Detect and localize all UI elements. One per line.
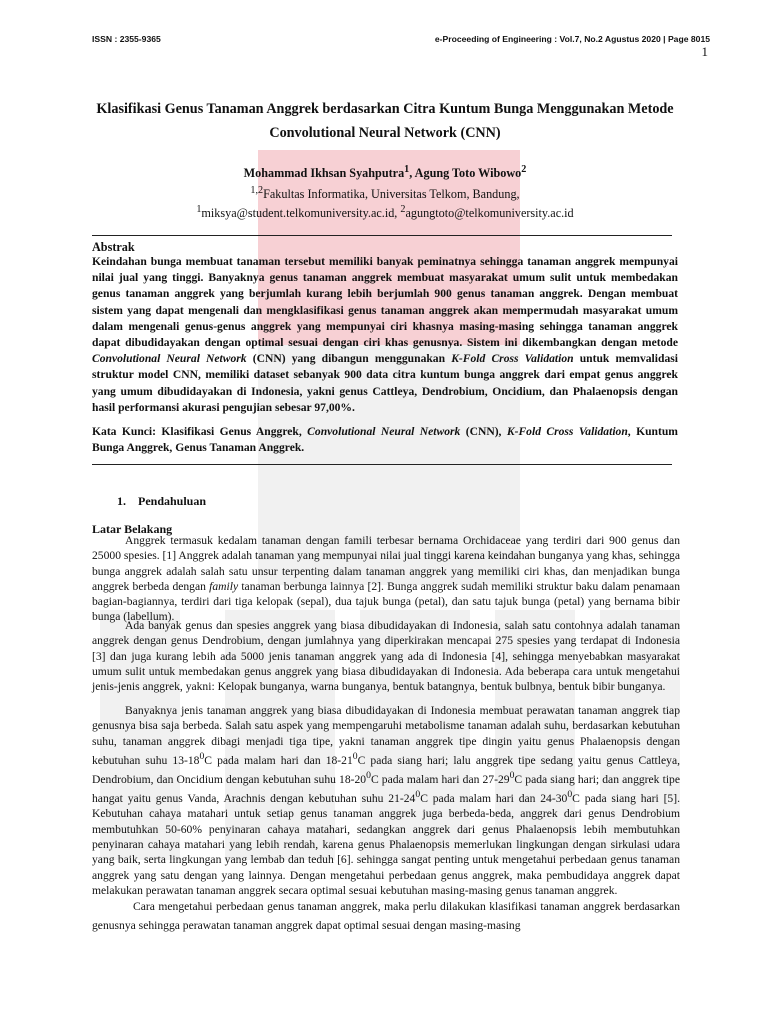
keywords-label: Kata Kunci: (92, 425, 162, 438)
paragraph-4 (92, 897, 680, 935)
paragraph-1 (92, 533, 680, 625)
author-superscript: 1 (404, 164, 410, 175)
abstract-term-cnn: Convolutional Neural Network (92, 352, 247, 366)
keywords (92, 424, 678, 456)
paragraph-text: Cara mengetahui perbedaan genus tanaman anggrek, maka perlu dilakukan klasifikasi tanaman anggrek berdasarkan genusnya sehingga perawatan tanaman anggrek dapat optimal sesuai dengan masing-masing (92, 900, 680, 932)
author-name: Mohammad Ikhsan Syahputra (243, 166, 405, 181)
email-link[interactable]: agungtoto@telkomuniversity.ac.id (405, 206, 574, 221)
journal-header: e-Proceeding of Engineering : Vol.7, No.2 Agustus 2020 | Page 8015 (434, 34, 710, 44)
subsection-heading: Latar Belakang (92, 522, 173, 536)
degree-superscript: 0 (509, 770, 515, 782)
paragraph-text: tanaman berbunga lainnya [2]. Bunga anggrek sudah memiliki struktur baku dalam penamaan bagian-bagiannya, terdiri dari tiga kelopak (sepal), dua tajuk bunga (petal), dan satu tajuk bunga (petal) yang bernama bibir bunga (labellum). (92, 579, 680, 624)
email-link[interactable]: miksya@student.telkomuniversity.ac.id, (201, 206, 398, 221)
paragraph-2 (92, 618, 680, 694)
degree-superscript: 0 (567, 789, 573, 801)
affiliation-superscript: 1,2 (250, 185, 264, 196)
email-line (80, 202, 690, 221)
paragraph-term-family: family (209, 579, 239, 593)
paragraph-text: Anggrek termasuk kedalam tanaman dengan famili terbesar bernama Orchidaceae yang terdiri dari 900 genus dan 25000 spesies. [1] Anggrek adalah tanaman yang mempunyai nilai jual tinggi karena keindahan bunganya yang khas, sehingga bunga anggrek adalah salah satu unsur terpenting dalam tanaman anggrek yang memiliki ciri khas, dan menjadikan bunga anggrek berbeda dengan (92, 534, 680, 593)
paragraph-text: C pada siang hari [5]. Kebutuhan cahaya matahari untuk setiap genus tanaman anggrek juga berbeda-beda, anggrek dari genus Dendrobium membutuhkan 50-60% penyinaran cahaya matahari, sedangkan anggrek dari genus Phalaenopsis lebih membutuhkan penyinaran cahaya matahari yang lebih rendah, karena genus Phalaenopsis memerlukan lingkungan dengan sirkulasi udara yang baik, serta lingkungan yang lembab dan teduh [6]. sehingga sangat penting untuk mengetahui perbedaan genus tanaman anggrek yang satu dengan yang lainnya. Dengan mengetahui perbedaan genus anggrek, maka pembudidaya anggrek dapat melakukan perawatan tanaman anggrek secara optimal sesuai kebutuhan masing-masing genus tanaman anggrek. (92, 792, 680, 897)
keywords-term-kfold: K-Fold Cross Validation (506, 425, 628, 438)
author-line: Mohammad Ikhsan Syahputra$^1$, Agung Toto Wibowo$^2$ (243, 164, 527, 181)
author-superscript: 2 (521, 164, 527, 175)
degree-superscript: 0 (366, 770, 371, 782)
abstract-term-kfold: K-Fold Cross Validation (451, 352, 574, 366)
paragraph-text: Banyaknya jenis tanaman anggrek yang biasa dibudidayakan di Indonesia membuat perawatan tanaman anggrek tiap genusnya bisa saja berbeda. Salah satu aspek yang mempengaruhi metabolisme tanaman adalah suhu, berdasarkan kebutuhan suhu, tanaman anggrek dibagi menjadi tiga tipe, yakni tanaman anggrek tipe dingin yaitu genus Phalaenopsis dengan kebutuhan suhu 13-18 (92, 704, 680, 767)
affiliation-line (80, 183, 690, 202)
keywords-text: Klasifikasi Genus Anggrek, (161, 425, 308, 438)
paragraph-3 (92, 703, 680, 898)
paragraph-text: C pada malam hari dan 18-21 (204, 753, 353, 767)
paragraph-text: C pada siang hari; lalu anggrek tipe sedang yaitu genus Cattleya, Dendrobium, dan Oncidium dengan kebutuhan suhu 18-20 (92, 753, 680, 786)
abstract-text-part: Keindahan bunga membuat tanaman tersebut memiliki banyak peminatnya sehingga tanaman anggrek mempunyai nilai jual yang tinggi. Banyaknya genus tanaman anggrek membuat masyarakat umum sulit untuk membedakan genus tanaman anggrek yang berjumlah kurang lebih berjumlah 900 genus tanaman anggrek. Dengan membuat sistem yang dapat mengenali dan mengklasifikasi genus tanaman anggrek akan mempermudah masyarakat umum dalam mengenali genus-genus anggrek yang mempunyai ciri khasnya masing-masing sehingga tanaman anggrek dapat dibudidayakan dengan optimal sesuai dengan ciri khas genusnya. Sistem ini dikembangkan dengan metode (92, 255, 678, 350)
issn-header: ISSN : 2355-9365 (92, 34, 161, 44)
paragraph-text: Ada banyak genus dan spesies anggrek yang biasa dibudidayakan di Indonesia, salah satu contohnya adalah tanaman anggrek dengan genus Dendrobium, dengan jumlahnya yang diperkirakan mencapai 275 spesies yang terdapat di Indonesia [3] dan juga kurang lebih ada 5000 jenis tanaman anggrek yang ada di Indonesia [4], sehingga menyebabkan masyarakat umum sulit untuk membedakan genus anggrek yang biasa dibudidayakan di Indonesia. Ada beberapa cara untuk mengetahui jenis-jenis anggrek, yakni: Kelopak bunganya, warna bunganya, bentuk batangnya, bentuk bulbnya, bentuk bibir bunganya. (92, 619, 680, 694)
degree-superscript: 0 (352, 750, 358, 762)
abstract-text-part: (CNN) yang dibangun menggunakan (246, 352, 452, 366)
affiliation-text: Fakultas Informatika, Universitas Telkom, Bandung, (263, 187, 520, 202)
author-name: Agung Toto Wibowo (414, 166, 522, 181)
divider-top (92, 235, 672, 236)
paragraph-text: C pada malam hari dan 24-30 (420, 792, 568, 806)
affiliation-block (80, 183, 690, 221)
abstract-text (92, 254, 678, 416)
keywords-text: , Kuntum Bunga Anggrek, Genus Tanaman Anggrek. (92, 425, 678, 455)
abstract-heading: Abstrak (92, 240, 135, 254)
paragraph-text: C pada siang hari; dan anggrek tipe hangat yaitu genus Vanda, Arachnis dengan kebutuhan suhu 21-24 (92, 772, 680, 806)
email-superscript: 1 (196, 204, 202, 216)
paper-title: Klasifikasi Genus Tanaman Anggrek berdasarkan Citra Kuntum Bunga Menggunakan Metode Convolutional Neural Network (CNN) (96, 101, 674, 141)
section-heading: 1. Pendahuluan (117, 494, 207, 508)
email-superscript: 2 (400, 204, 406, 216)
page-number: 1 (701, 44, 708, 59)
keywords-text: (CNN), (460, 425, 507, 438)
divider-bottom (92, 464, 672, 465)
abstract-text-part: untuk memvalidasi struktur model CNN, memiliki dataset sebanyak 900 data citra kuntum bunga anggrek dari empat genus anggrek yang umum dibudidayakan di Indonesia, yakni genus Cattleya, Dendrobium, Oncidium, dan Phalaenopsis dengan hasil performansi akurasi pengujian sebesar 97,00%. (92, 352, 678, 414)
keywords-term-cnn: Convolutional Neural Network (307, 425, 461, 438)
paragraph-text: C pada malam hari dan 27-29 (370, 772, 510, 786)
degree-superscript: 0 (199, 750, 205, 762)
degree-superscript: 0 (415, 789, 421, 801)
